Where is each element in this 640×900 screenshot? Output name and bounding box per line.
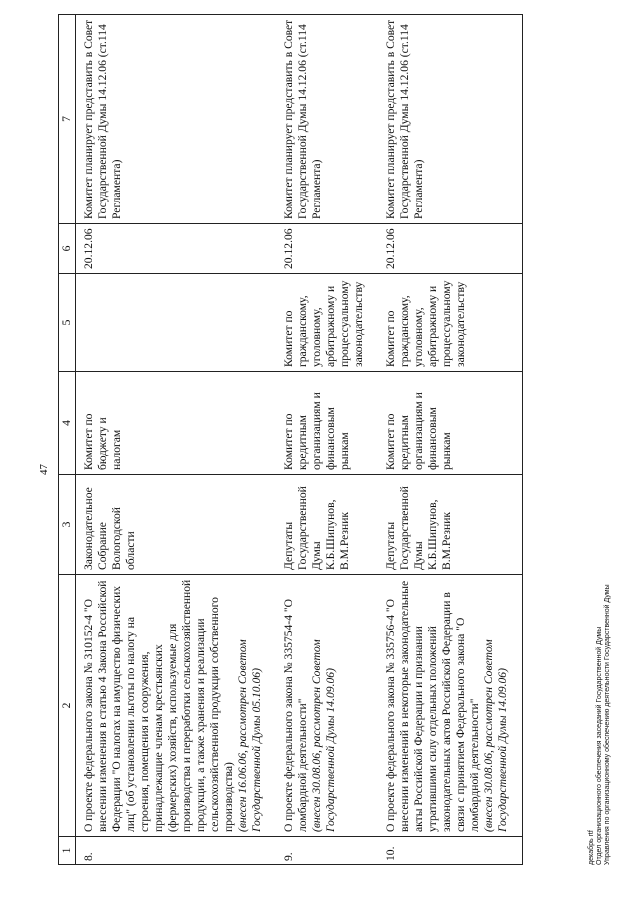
responsible-committee: Комитет по бюджету и налогам	[76, 372, 277, 475]
bill-title: О проекте федерального закона № 335754-4 "О ломбардной деятельности"	[282, 599, 309, 832]
planned-action: Комитет планирует представить в Совет Государственной Думы 14.12.06 (ст.114 Регламента)	[276, 15, 378, 224]
column-header: 6	[59, 224, 76, 274]
column-header: 5	[59, 274, 76, 372]
column-header: 2	[59, 575, 76, 837]
column-header: 3	[59, 475, 76, 575]
page-number: 47	[38, 464, 50, 475]
bill-note: (внесен 30.08.06, рассмотрен Советом Государственной Думы 14.09.06)	[482, 639, 509, 832]
bill-title: О проекте федерального закона № 310152-4 "О внесении изменения в статью 4 Закона Российской Федерации "О налогах на имущество физических лиц" (об установлении льготы по налогу на строения, помещения и сооружения, принадлежащие членам крестьянских (фермерских) хозяйств, используемые для производства и переработки сельскохозяйственной продукции, а также хранения и реализации сельскохозяйственной продукции собственного производства)	[82, 579, 235, 832]
agenda-table	[58, 14, 523, 865]
initiator: Депутаты Государственной Думы К.Б.Шипунов, В.М.Резник	[276, 475, 378, 575]
table-row	[378, 15, 523, 865]
row-number: 9.	[276, 837, 378, 865]
footer-directorate-line: Управления по организационному обеспечению деятельности Государственной Думы	[604, 584, 611, 865]
planned-action: Комитет планирует представить в Совет Государственной Думы 14.12.06 (ст.114 Регламента)	[378, 15, 523, 224]
rotated-sheet	[20, 15, 620, 875]
row-number: 10.	[378, 837, 523, 865]
bill-note: (внесен 16.06.06, рассмотрен Советом Государственной Думы 05.10.06)	[236, 639, 263, 832]
date: 20.12.06	[76, 224, 277, 274]
co-committee: Комитет по гражданскому, уголовному, арбитражному и процессуальному законодательству	[378, 274, 523, 372]
bill-description	[76, 575, 277, 837]
responsible-committee: Комитет по кредитным организациям и финансовым рынкам	[378, 372, 523, 475]
planned-action: Комитет планирует представить в Совет Государственной Думы 14.12.06 (ст.114 Регламента)	[76, 15, 277, 224]
co-committee: Комитет по гражданскому, уголовному, арбитражному и процессуальному законодательству	[276, 274, 378, 372]
header-row	[59, 15, 76, 865]
bill-note: (внесен 30.08.06, рассмотрен Советом Государственной Думы 14.09.06)	[310, 639, 337, 832]
table-row	[76, 15, 277, 865]
bill-description	[276, 575, 378, 837]
column-header: 7	[59, 15, 76, 224]
initiator: Законодательное Собрание Вологодской области	[76, 475, 277, 575]
co-committee	[76, 274, 277, 372]
column-header: 4	[59, 372, 76, 475]
responsible-committee: Комитет по кредитным организациям и финансовым рынкам	[276, 372, 378, 475]
bill-description	[378, 575, 523, 837]
footer-department-line: Отдел организационного обеспечения заседаний Государственной Думы	[596, 626, 603, 865]
row-number: 8.	[76, 837, 277, 865]
table-row	[276, 15, 378, 865]
initiator: Депутаты Государственной Думы К.Б.Шипунов, В.М.Резник	[378, 475, 523, 575]
date: 20.12.06	[276, 224, 378, 274]
column-header: 1	[59, 837, 76, 865]
document-footer	[588, 584, 612, 865]
bill-title: О проекте федерального закона № 335756-4 "О внесении изменений в некоторые законодательные акты Российской Федерации и признании утратившими силу отдельных положений законодательных актов Российской Федерации в связи с принятием Федерального закона "О ломбардной деятельности"	[384, 580, 481, 832]
footer-file-line: декабрь rtf	[588, 830, 595, 865]
date: 20.12.06	[378, 224, 523, 274]
